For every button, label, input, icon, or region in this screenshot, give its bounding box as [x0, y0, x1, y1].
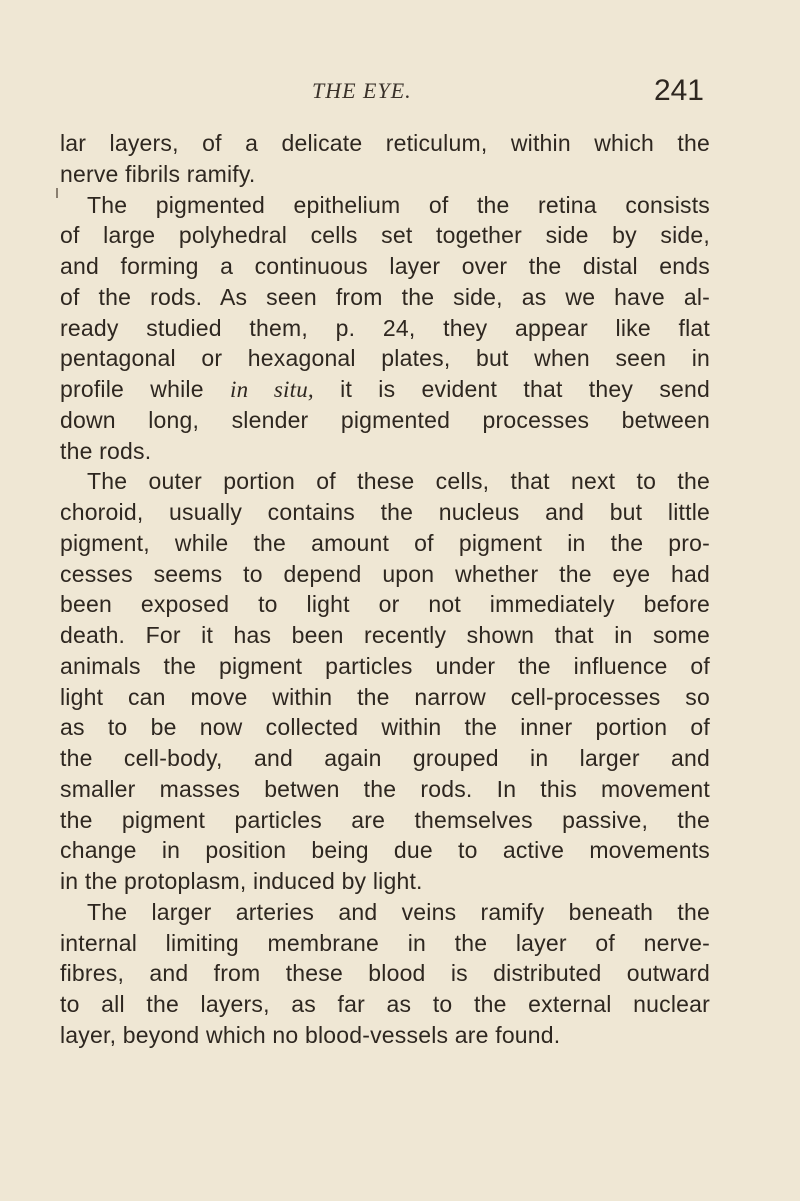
- text-line: in the protoplasm, induced by light.: [60, 868, 423, 894]
- text-line: cesses seems to depend upon whether the eye had: [60, 560, 710, 587]
- text-line: the pigment particles are themselves passive, the: [60, 806, 710, 833]
- text-line: pigment, while the amount of pigment in the pro-: [60, 529, 710, 556]
- text-fragment: it is evident that they send: [340, 376, 711, 402]
- text-line: lar layers, of a delicate reticulum, within which the: [60, 130, 710, 156]
- text-line: pentagonal or hexagonal plates, but when seen in: [60, 345, 710, 372]
- text-line: of the rods. As seen from the side, as we have al-: [60, 283, 710, 310]
- text-line: smaller masses betwen the rods. In this movement: [60, 775, 710, 802]
- text-line: down long, slender pigmented processes between: [60, 406, 710, 433]
- text-line: internal limiting membrane in the layer of nerve-: [60, 929, 710, 956]
- text-line: fibres, and from these blood is distributed outward: [60, 960, 710, 987]
- text-line: death. For it has been recently shown that in some: [60, 622, 710, 648]
- text-line: layer, beyond which no blood-vessels are found.: [60, 1021, 561, 1048]
- text-line: and forming a continuous layer over the distal ends: [60, 253, 710, 279]
- text-line: been exposed to light or not immediately before: [60, 591, 710, 618]
- text-line: animals the pigment particles under the influence of: [60, 652, 710, 679]
- text-line: to all the layers, as far as to the external nuclear: [60, 991, 710, 1017]
- paragraph-start-line: The pigmented epithelium of the retina consists: [87, 191, 710, 218]
- text-line: [60, 374, 710, 405]
- print-speck: [56, 188, 58, 198]
- text-line: choroid, usually contains the nucleus and but little: [60, 499, 710, 525]
- body-text: [60, 128, 710, 1051]
- text-line: change in position being due to active movements: [60, 837, 710, 864]
- page-number: 241: [653, 74, 704, 107]
- italic-phrase: in situ,: [229, 377, 314, 402]
- text-line: as to be now collected within the inner portion of: [60, 714, 710, 741]
- text-line: the rods.: [60, 437, 152, 464]
- text-line: ready studied them, p. 24, they appear like flat: [60, 314, 710, 341]
- page-header: [60, 74, 710, 110]
- text-line: of large polyhedral cells set together side by side,: [60, 222, 710, 249]
- text-line: nerve fibrils ramify.: [60, 160, 256, 187]
- paragraph-start-line: The outer portion of these cells, that next to the: [87, 468, 710, 495]
- text-fragment: profile while: [60, 376, 204, 402]
- running-head: THE EYE.: [312, 78, 412, 103]
- text-line: the cell-body, and again grouped in larger and: [60, 745, 710, 771]
- paragraph-start-line: The larger arteries and veins ramify beneath the: [87, 898, 710, 925]
- text-line: light can move within the narrow cell-processes so: [60, 683, 710, 710]
